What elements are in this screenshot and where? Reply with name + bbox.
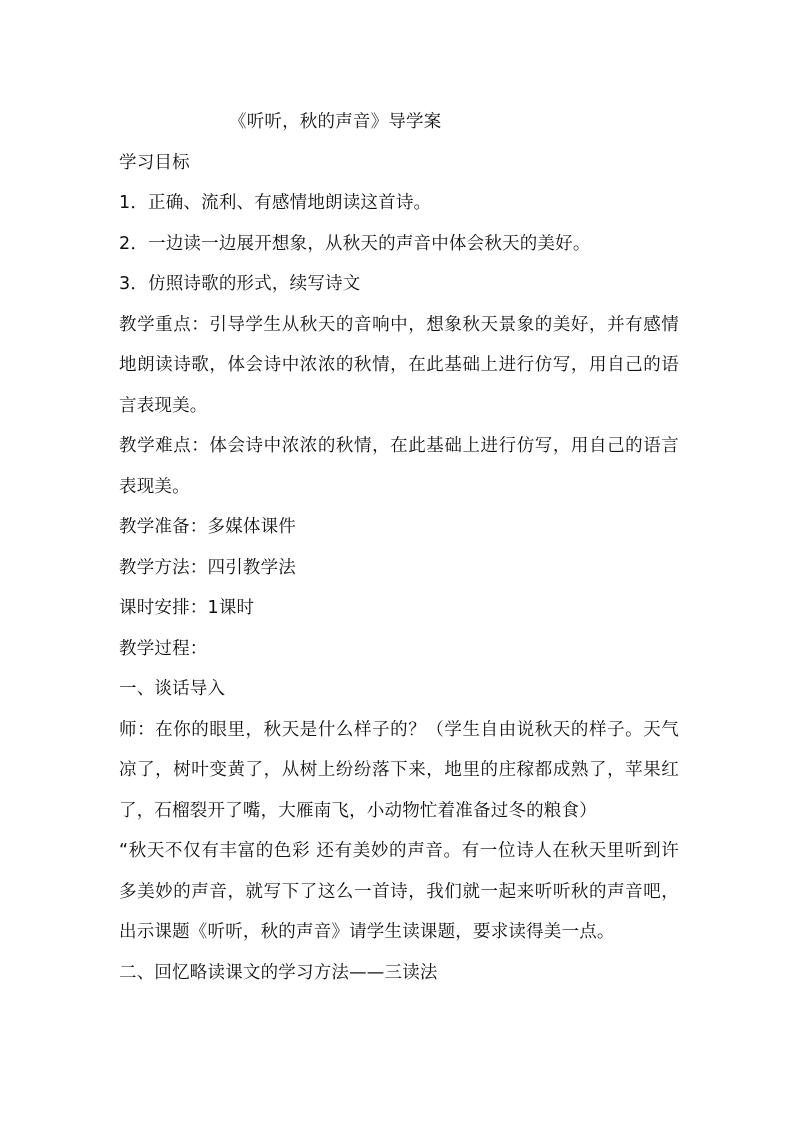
key-point-text: 引导学生从秋天的音响中，想象秋天景象的美好，并有感情地朗读诗歌，体会诗中浓浓的秋情，在此基础上进行仿写，用自己的语言表现美。 <box>119 314 680 416</box>
difficulty-text: 体会诗中浓浓的秋情，在此基础上进行仿写，用自己的语言表现美。 <box>119 436 680 497</box>
teacher-paragraph: 师：在你的眼里，秋天是什么样子的？（学生自由说秋天的样子。天气凉了，树叶变黄了，从树上纷纷落下来，地里的庄稼都成熟了，苹果红了，石榴裂开了嘴，大雁南飞，小动物忙着准备过冬的粮食） <box>119 719 679 821</box>
document-body <box>119 102 679 993</box>
key-point-paragraph <box>119 305 679 427</box>
document-title: 《听听，秋的声音》导学案 <box>229 112 442 132</box>
objectives-heading: 学习目标 <box>119 152 190 173</box>
difficulty-label: 教学难点： <box>119 436 210 456</box>
objective-item: 2．一边读一边展开想象，从秋天的声音中体会秋天的美好。 <box>119 233 591 254</box>
key-point-label: 教学重点： <box>119 314 210 335</box>
schedule-line: 课时安排：1课时 <box>119 598 255 618</box>
process-heading: 教学过程： <box>119 638 208 659</box>
section-heading-2: 二、回忆略读课文的学习方法——三读法 <box>119 962 438 983</box>
objective-item: 1．正确、流利、有感情地朗读这首诗。 <box>119 193 432 213</box>
difficulty-paragraph <box>119 426 679 507</box>
section-heading-1: 一、谈话导入 <box>119 679 226 699</box>
preparation-line: 教学准备：多媒体课件 <box>119 517 296 537</box>
method-line: 教学方法：四引教学法 <box>119 557 296 578</box>
objective-item: 3．仿照诗歌的形式，续写诗文 <box>119 274 361 294</box>
quote-paragraph: “秋天不仅有丰富的色彩 还有美妙的声音。有一位诗人在秋天里听到许多美妙的声音，就写下了这么一首诗，我们就一起来听听秋的声音吧，出示课题《听听，秋的声音》请学生读课题，要求读得美一点。 <box>119 841 679 942</box>
